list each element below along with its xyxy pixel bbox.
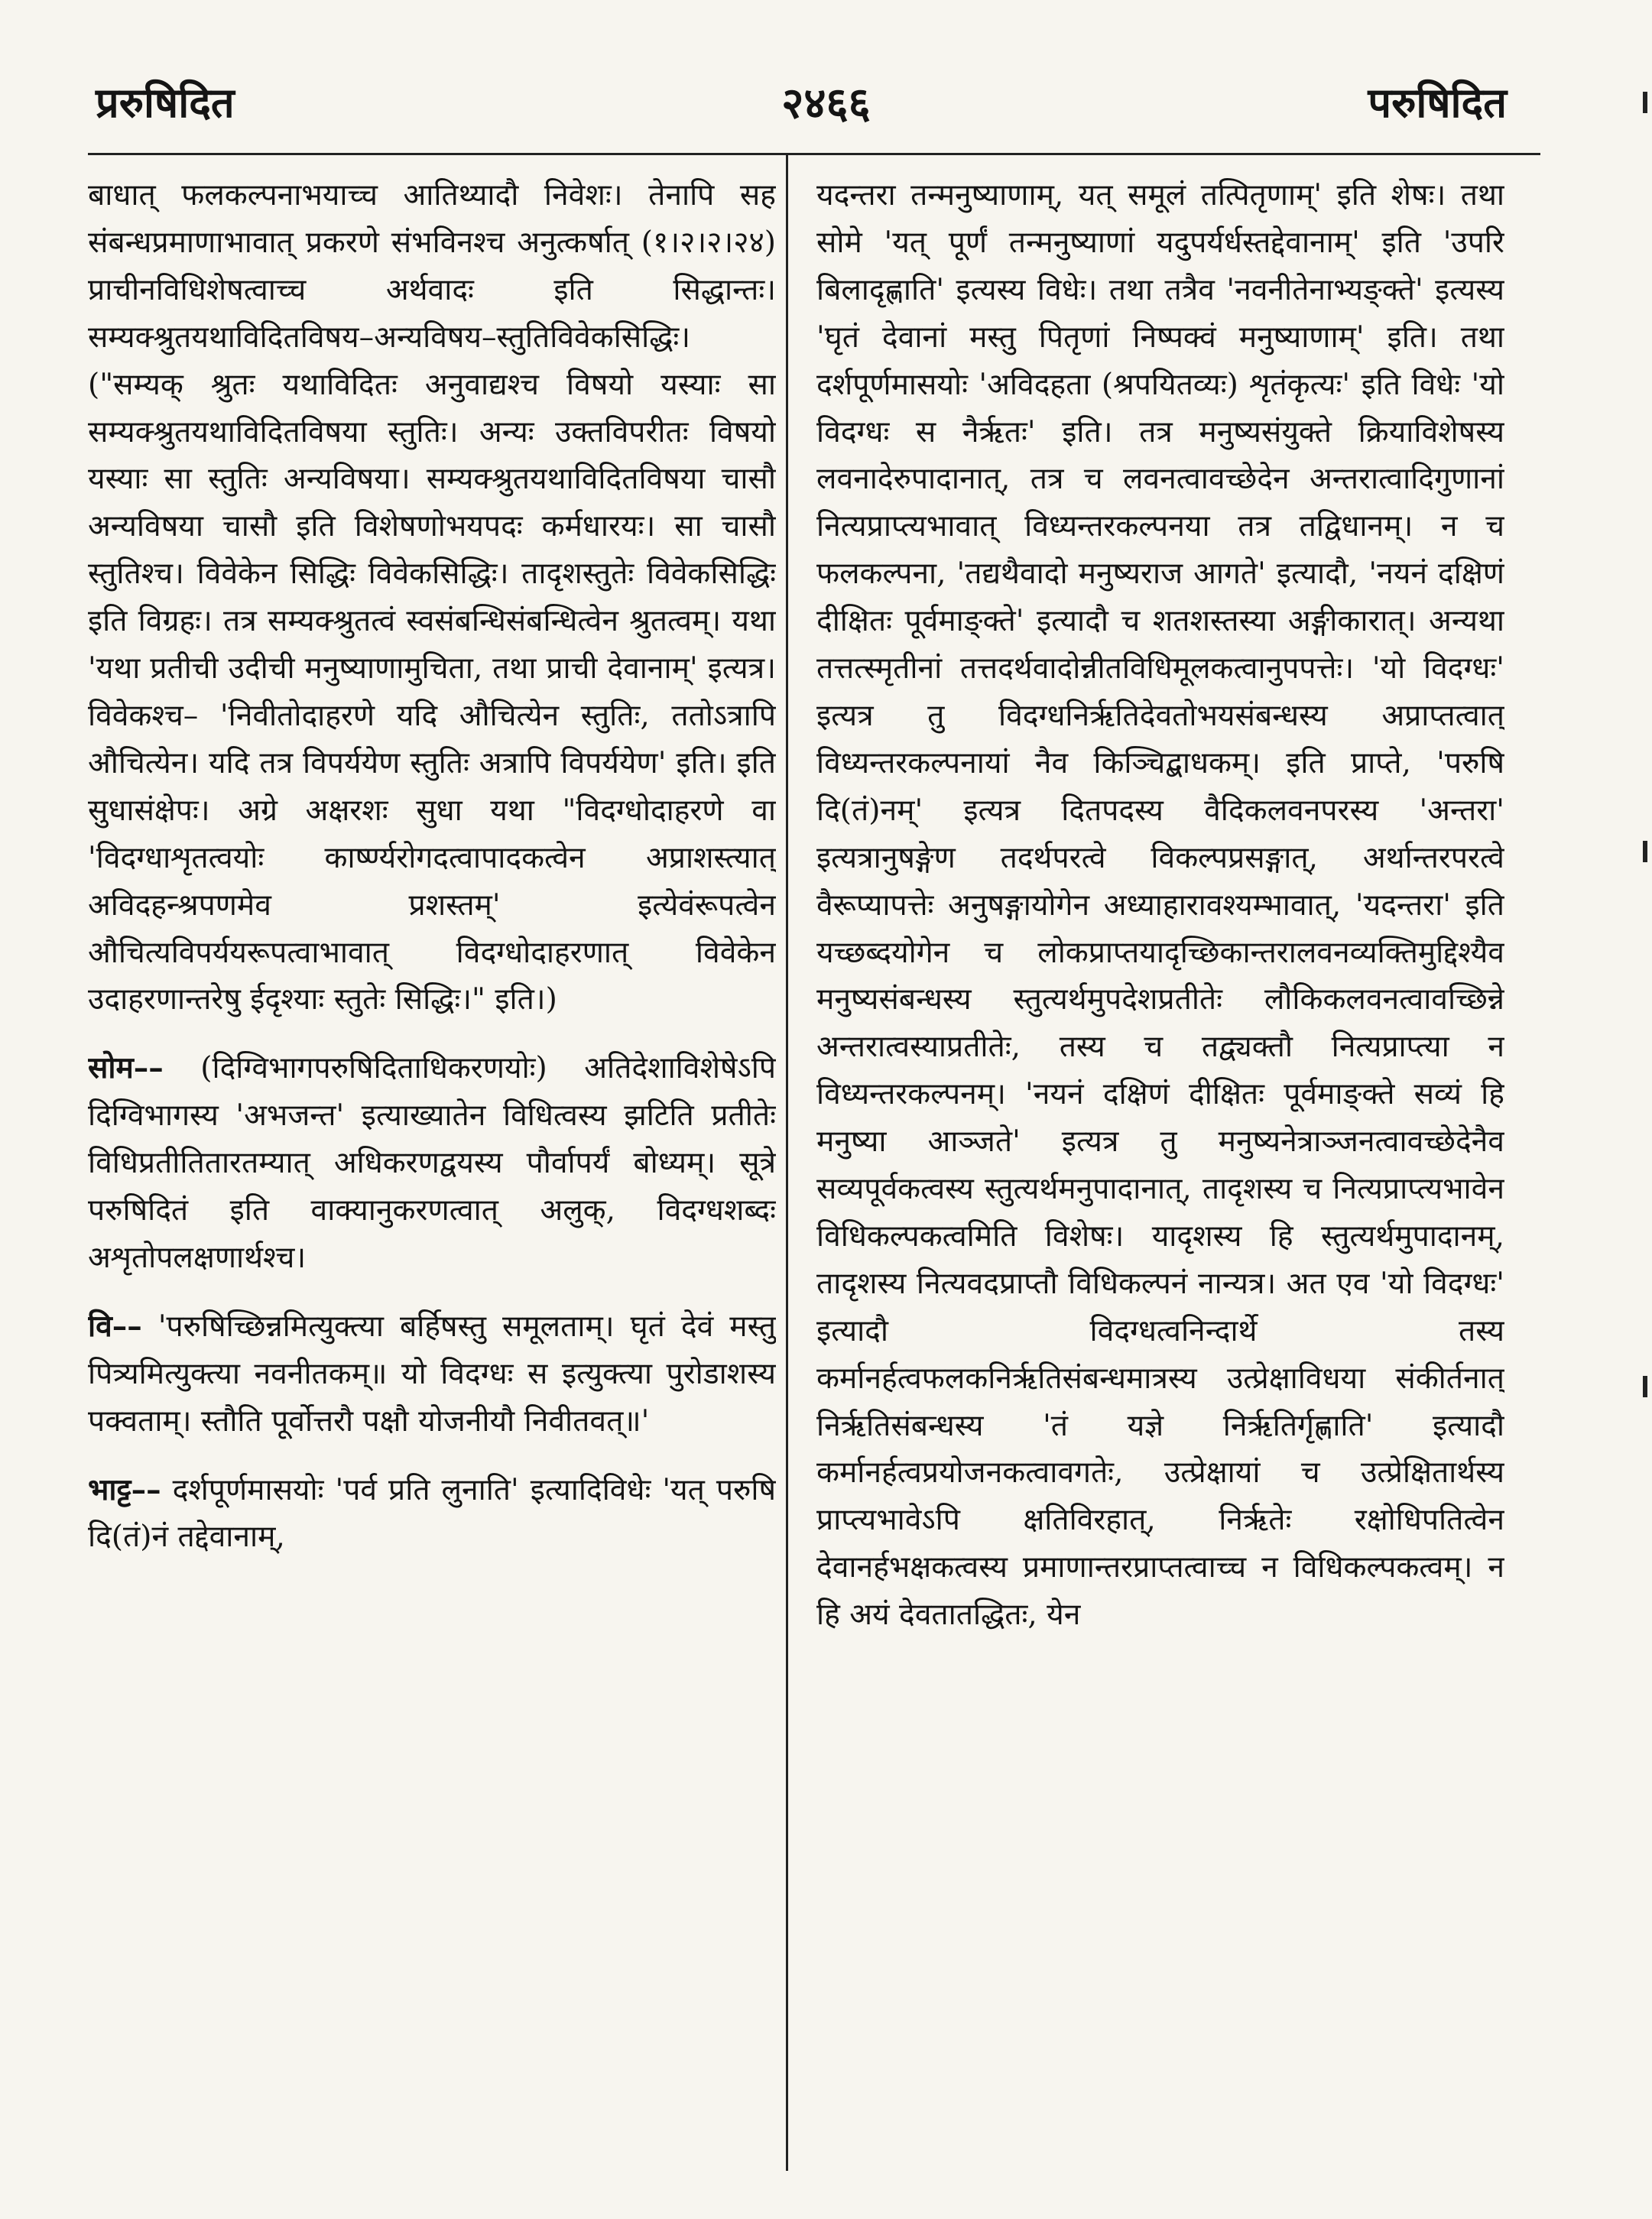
vi-lead: वि–– [88,1308,142,1344]
paragraph-vi [88,1303,776,1445]
paragraph-right: यदन्तरा तन्मनुष्याणाम्, यत् समूलं तत्पितृणाम्' इति शेषः। तथा सोमे 'यत् पूर्णं तन्मनुष्याणां यदुपर्यर्धस्तद्देवानाम्' इति 'उपरि बिलादृह्णाति' इत्यस्य विधेः। तथा तत्रैव 'नवनीतेनाभ्यङ्क्ते' इत्यस्य 'घृतं देवानां मस्तु पितृणां निष्पक्वं मनुष्याणाम्' इति। तथा दर्शपूर्णमासयोः 'अविदहता (श्रपयितव्यः) शृतंकृत्यः' इति विधेः 'यो विदग्धः स नैर्ऋतः' इति। तत्र मनुष्यसंयुक्ते क्रियाविशेषस्य लवनादेरुपादानात्, तत्र च लवनत्वावच्छेदेन अन्तरात्वादिगुणानां नित्यप्राप्त्यभावात् विध्यन्तरकल्पनया तत्र तद्विधानम्। न च फलकल्पना, 'तद्यथैवादो मनुष्यराज आगते' इत्यादौ, 'नयनं दक्षिणं दीक्षितः पूर्वमाङ्क्ते' इत्यादौ च शतशस्तस्या अङ्गीकारात्। अन्यथा तत्तत्स्मृतीनां तत्तदर्थवादोन्नीतविधिमूलकत्वानुपपत्तेः। 'यो विदग्धः' इत्यत्र तु विदग्धनिर्ऋतिदेवतोभयसंबन्धस्य अप्राप्तत्वात् विध्यन्तरकल्पनायां नैव किञ्चिद्बाधकम्। इति प्राप्ते, 'परुषि दि(तं)नम्' इत्यत्र दितपदस्य वैदिकलवनपरस्य 'अन्तरा' इत्यत्रानुषङ्गेण तदर्थपरत्वे विकल्पप्रसङ्गात्, अर्थान्तरपरत्वे वैरूप्यापत्तेः अनुषङ्गायोगेन अध्याहारावश्यम्भावात्, 'यदन्तरा' इति यच्छब्दयोगेन च लोकप्राप्तयादृच्छिकान्तरालवनव्यक्तिमुद्दिश्यैव मनुष्यसंबन्धस्य स्तुत्यर्थमुपदेशप्रतीतेः लौकिकलवनत्वावच्छिन्ने अन्तरात्वस्याप्रतीतेः, तस्य च तद्व्यक्तौ नित्यप्राप्त्या न विध्यन्तरकल्पनम्। 'नयनं दक्षिणं दीक्षितः पूर्वमाङ्क्ते सव्यं हि मनुष्या आञ्जते' इत्यत्र तु मनुष्यनेत्राञ्जनत्वावच्छेदेनैव सव्यपूर्वकत्वस्य स्तुत्यर्थमनुपादानात्, तादृशस्य च नित्यप्राप्त्यभावेन विधिकल्पकत्वमिति विशेषः। यादृशस्य हि स्तुत्यर्थमुपादानम्, तादृशस्य नित्यवदप्राप्तौ विधिकल्पनं नान्यत्र। अत एव 'यो विदग्धः' इत्यादौ विदग्धत्वनिन्दार्थे तस्य कर्मानर्हत्वफलकनिर्ऋतिसंबन्धमात्रस्य उत्प्रेक्षाविधया संकीर्तनात् निर्ऋतिसंबन्धस्य 'तं यज्ञे निर्ऋतिर्गृह्णाति' इत्यादौ कर्मानर्हत्वप्रयोजनकत्वावगतेः, उत्प्रेक्षायां च उत्प्रेक्षितार्थस्य प्राप्त्यभावेऽपि क्षतिविरहात्, निर्ऋतेः रक्षोधिपतित्वेन देवानर्हभक्षकत्वस्य प्रमाणान्तरप्राप्तत्वाच्च न विधिकल्पकत्वम्। न हि अयं देवतातद्धितः, येन [816,178,1504,1633]
bhatta-text: दर्शपूर्णमासयोः 'पर्व प्रति लुनाति' इत्यादिविधेः 'यत् परुषि दि(तं)नं तद्देवानाम्, [88,1472,776,1555]
right-column [816,172,1504,1639]
column-divider [786,153,788,2171]
paragraph-soma [88,1045,776,1282]
soma-text: (दिग्विभागपरुषिदिताधिकरणयोः) अतिदेशाविशेषेऽपि दिग्विभागस्य 'अभजन्त' इत्याख्यातेन विधित्वस्य झटिति प्रतीतेः विधिप्रतीतितारतम्यात् अधिकरणद्वयस्य पौर्वापर्यं बोध्यम्। सूत्रे परुषिदितं इति वाक्यानुकरणत्वात् अलुक्, विदग्धशब्दः अशृतोपलक्षणार्थश्च। [88,1051,776,1275]
page-header [0,0,1652,176]
scan-edge-mark [1643,92,1647,113]
bhatta-lead: भाट्ट–– [88,1471,161,1507]
soma-lead: सोम–– [88,1050,164,1086]
scan-edge-mark [1643,841,1647,862]
page-number: २४६६ [781,78,871,128]
header-rule [88,153,1540,155]
vi-text: 'परुषिच्छिन्नमित्युक्त्या बर्हिषस्तु समूलताम्। घृतं देवं मस्तु पित्र्यमित्युक्त्या नवनीतकम्॥ यो विदग्धः स इत्युक्त्या पुरोडाशस्य पक्वताम्। स्तौति पूर्वोत्तरौ पक्षौ योजनीयौ निवीतवत्॥' [88,1309,776,1439]
left-column [88,172,776,1561]
paragraph-adhikarana: बाधात् फलकल्पनाभयाच्च आतिथ्यादौ निवेशः। तेनापि सह संबन्धप्रमाणाभावात् प्रकरणे संभविनश्च अनुत्कर्षात् (१।२।२।२४) प्राचीनविधिशेषत्वाच्च अर्थवादः इति सिद्धान्तः। सम्यक्श्रुतयथाविदितविषय–अन्यविषय–स्तुतिविवेकसिद्धिः। ("सम्यक् श्रुतः यथाविदितः अनुवाद्यश्च विषयो यस्याः सा सम्यक्श्रुतयथाविदितविषया स्तुतिः। अन्यः उक्तविपरीतः विषयो यस्याः सा स्तुतिः अन्यविषया। सम्यक्श्रुतयथाविदितविषया चासौ अन्यविषया चासौ इति विशेषणोभयपदः कर्मधारयः। सा चासौ स्तुतिश्च। विवेकेन सिद्धिः विवेकसिद्धिः। तादृशस्तुतेः विवेकसिद्धिः इति विग्रहः। तत्र सम्यक्श्रुतत्वं स्वसंबन्धिसंबन्धित्वेन श्रुतत्वम्। यथा 'यथा प्रतीची उदीची मनुष्याणामुचिता, तथा प्राची देवानाम्' इत्यत्र। विवेकश्च– 'निवीतोदाहरणे यदि औचित्येन स्तुतिः, ततोऽत्रापि औचित्येन। यदि तत्र विपर्ययेण स्तुतिः अत्रापि विपर्ययेण' इति। इति सुधासंक्षेपः। अग्रे अक्षरशः सुधा यथा "विदग्धोदाहरणे वा 'विदग्धाशृतत्वयोः कार्ष्ण्यरोगदत्वापादकत्वेन अप्राशस्त्यात् अविदहन्श्रपणमेव प्रशस्तम्' इत्येवंरूपत्वेन औचित्यविपर्ययरूपत्वाभावात् विदग्धोदाहरणात् विवेकेन उदाहरणान्तरेषु ईदृश्याः स्तुतेः सिद्धिः।" इति।) [88,178,776,1017]
running-head-left: प्ररुषिदित [96,78,235,127]
scan-edge-mark [1643,1376,1647,1397]
paragraph-bhatta [88,1467,776,1562]
running-head-right: परुषिदित [1368,78,1507,127]
